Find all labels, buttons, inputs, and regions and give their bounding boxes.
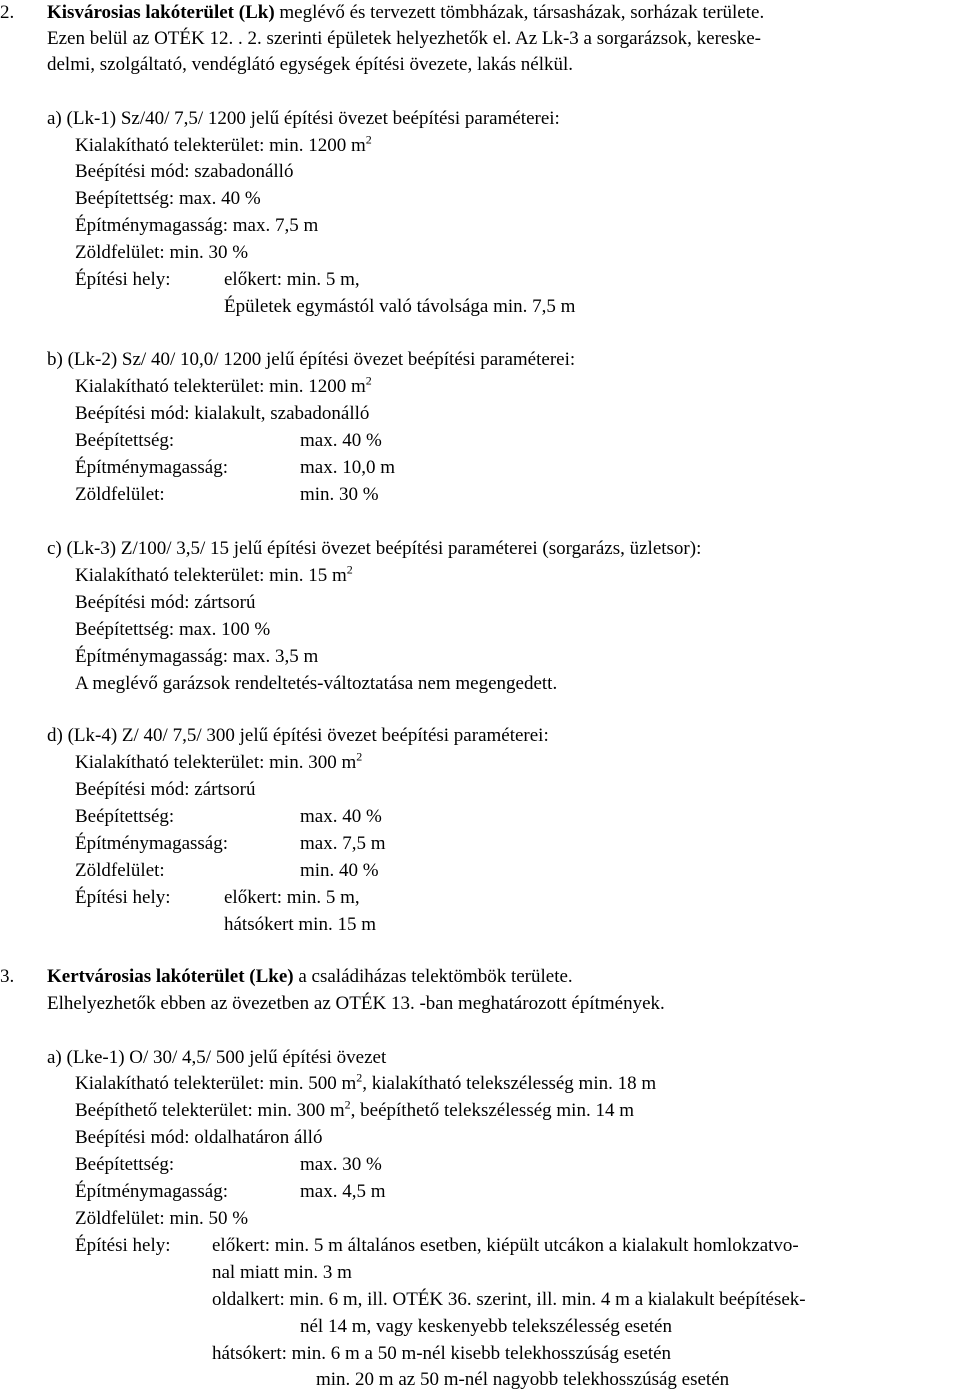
lk2-beepitettseg-label: Beépítettség: xyxy=(75,430,175,451)
lk4-epitmenymagassag-value: max. 7,5 m xyxy=(300,833,386,854)
lke1-beepitettseg-label: Beépítettség: xyxy=(75,1154,175,1175)
lk4-zoldfelulet-label: Zöldfelület: xyxy=(75,860,165,881)
section-2-line-1 xyxy=(47,2,764,24)
section-2-line-2: Ezen belül az OTÉK 12. . 2. szerinti épületek helyezhetők el. Az Lk-3 a sorgarázsok, kereske- xyxy=(47,28,761,49)
lke1-heading: a) (Lke-1) O/ 30/ 4,5/ 500 jelű építési övezet xyxy=(47,1047,387,1068)
lk4-zoldfelulet-value: min. 40 % xyxy=(300,860,379,881)
lke1-oldalkert: oldalkert: min. 6 m, ill. OTÉK 36. szerint, ill. min. 4 m a kialakult beépítések- xyxy=(212,1289,806,1310)
lke1-oldalkert-cont: nél 14 m, vagy keskenyebb telekszélesség esetén xyxy=(300,1316,672,1337)
lk1-heading: a) (Lk-1) Sz/40/ 7,5/ 1200 jelű építési övezet beépítési paraméterei: xyxy=(47,108,560,129)
lk4-beepitettseg-label: Beépítettség: xyxy=(75,806,175,827)
lk4-heading: d) (Lk-4) Z/ 40/ 7,5/ 300 jelű építési övezet beépítési paraméterei: xyxy=(47,725,549,746)
lk4-epitmenymagassag-label: Építménymagasság: xyxy=(75,833,229,854)
lk1-line-telekterulet: Kialakítható telekterület: min. 1200 $m^2$ xyxy=(75,132,372,156)
lk4-line-telekterulet: Kialakítható telekterület: min. 300 $m^2$ xyxy=(75,749,363,773)
lk1-line-zoldfelulet: Zöldfelület: min. 30 % xyxy=(75,242,249,263)
lk3-line-beepitettseg: Beépítettség: max. 100 % xyxy=(75,619,271,640)
lk2-line-beepitesi-mod: Beépítési mód: kialakult, szabadonálló xyxy=(75,403,370,424)
section-2-title: Kisvárosias lakóterület (Lk) xyxy=(47,2,275,23)
lke1-line-zoldfelulet: Zöldfelület: min. 50 % xyxy=(75,1208,249,1229)
section-2-line-3: delmi, szolgáltató, vendéglátó egységek építési övezete, lakás nélkül. xyxy=(47,54,574,75)
lk1-epitesi-hely-label: Építési hely: xyxy=(75,269,171,290)
section-3-line-1 xyxy=(47,966,573,988)
lk2-zoldfelulet-label: Zöldfelület: xyxy=(75,484,165,505)
lk2-epitmenymagassag-label: Építménymagasság: xyxy=(75,457,229,478)
lk1-line-beepitettseg: Beépítettség: max. 40 % xyxy=(75,188,261,209)
lk2-heading: b) (Lk-2) Sz/ 40/ 10,0/ 1200 jelű építési övezet beépítési paraméterei: xyxy=(47,349,576,370)
lk4-epitesi-hely-label: Építési hely: xyxy=(75,887,171,908)
section-3-line-2: Elhelyezhetők ebben az övezetben az OTÉK 13. -ban meghatározott építmények. xyxy=(47,993,665,1014)
lk3-heading: c) (Lk-3) Z/100/ 3,5/ 15 jelű építési övezet beépítési paraméterei (sorgarázs, üzletsor): xyxy=(47,538,702,559)
lke1-line-beepitesi-mod: Beépítési mód: oldalhatáron álló xyxy=(75,1127,323,1148)
lke1-hatsokert: hátsókert: min. 6 m a 50 m-nél kisebb telekhosszúság esetén xyxy=(212,1343,672,1364)
lke1-beepitettseg-value: max. 30 % xyxy=(300,1154,382,1175)
lk1-epitesi-hely-value: előkert: min. 5 m, xyxy=(224,269,360,290)
lk3-line-telekterulet: Kialakítható telekterület: min. 15 $m^2$ xyxy=(75,562,353,586)
lke1-epitesi-hely-label: Építési hely: xyxy=(75,1235,171,1256)
section-3-title: Kertvárosias lakóterület (Lke) xyxy=(47,966,294,987)
section-2-title-rest: meglévő és tervezett tömbházak, társasházak, sorházak területe. xyxy=(274,2,765,23)
lk1-line-tavolsag: Épületek egymástól való távolsága min. 7,5 m xyxy=(224,296,576,317)
section-3-number: 3. xyxy=(0,966,15,987)
lke1-hatsokert-cont: min. 20 m az 50 m-nél nagyobb telekhosszúság esetén xyxy=(316,1369,730,1390)
lke1-elokert: előkert: min. 5 m általános esetben, kiépült utcákon a kialakult homlokzatvo- xyxy=(212,1235,799,1256)
lke1-line-beepitheto: Beépíthető telekterület: min. 300 $m^2$, beépíthető telekszélesség min. 14 m xyxy=(75,1097,634,1121)
lk2-beepitettseg-value: max. 40 % xyxy=(300,430,382,451)
lk4-line-hatsokert: hátsókert min. 15 m xyxy=(224,914,376,935)
section-3-title-rest: a családiházas telektömbök területe. xyxy=(293,966,573,987)
lk4-epitesi-hely-value: előkert: min. 5 m, xyxy=(224,887,360,908)
lke1-epitmenymagassag-label: Építménymagasság: xyxy=(75,1181,229,1202)
lk1-line-beepitesi-mod: Beépítési mód: szabadonálló xyxy=(75,161,294,182)
lk3-line-beepitesi-mod: Beépítési mód: zártsorú xyxy=(75,592,256,613)
lk3-line-epitmenymagassag: Építménymagasság: max. 3,5 m xyxy=(75,646,319,667)
lk4-beepitettseg-value: max. 40 % xyxy=(300,806,382,827)
lk2-zoldfelulet-value: min. 30 % xyxy=(300,484,379,505)
lk2-line-telekterulet: Kialakítható telekterület: min. 1200 $m^2$ xyxy=(75,373,372,397)
lk2-epitmenymagassag-value: max. 10,0 m xyxy=(300,457,395,478)
section-2-number: 2. xyxy=(0,2,15,23)
lk1-line-epitmenymagassag: Építménymagasság: max. 7,5 m xyxy=(75,215,319,236)
lke1-line-telekterulet: Kialakítható telekterület: min. 500 $m^2$, kialakítható telekszélesség min. 18 m xyxy=(75,1070,657,1094)
lk3-line-garazsok: A meglévő garázsok rendeltetés-változtatása nem megengedett. xyxy=(75,673,558,694)
lk4-line-beepitesi-mod: Beépítési mód: zártsorú xyxy=(75,779,256,800)
lke1-elokert-cont: nal miatt min. 3 m xyxy=(212,1262,352,1283)
lke1-epitmenymagassag-value: max. 4,5 m xyxy=(300,1181,386,1202)
